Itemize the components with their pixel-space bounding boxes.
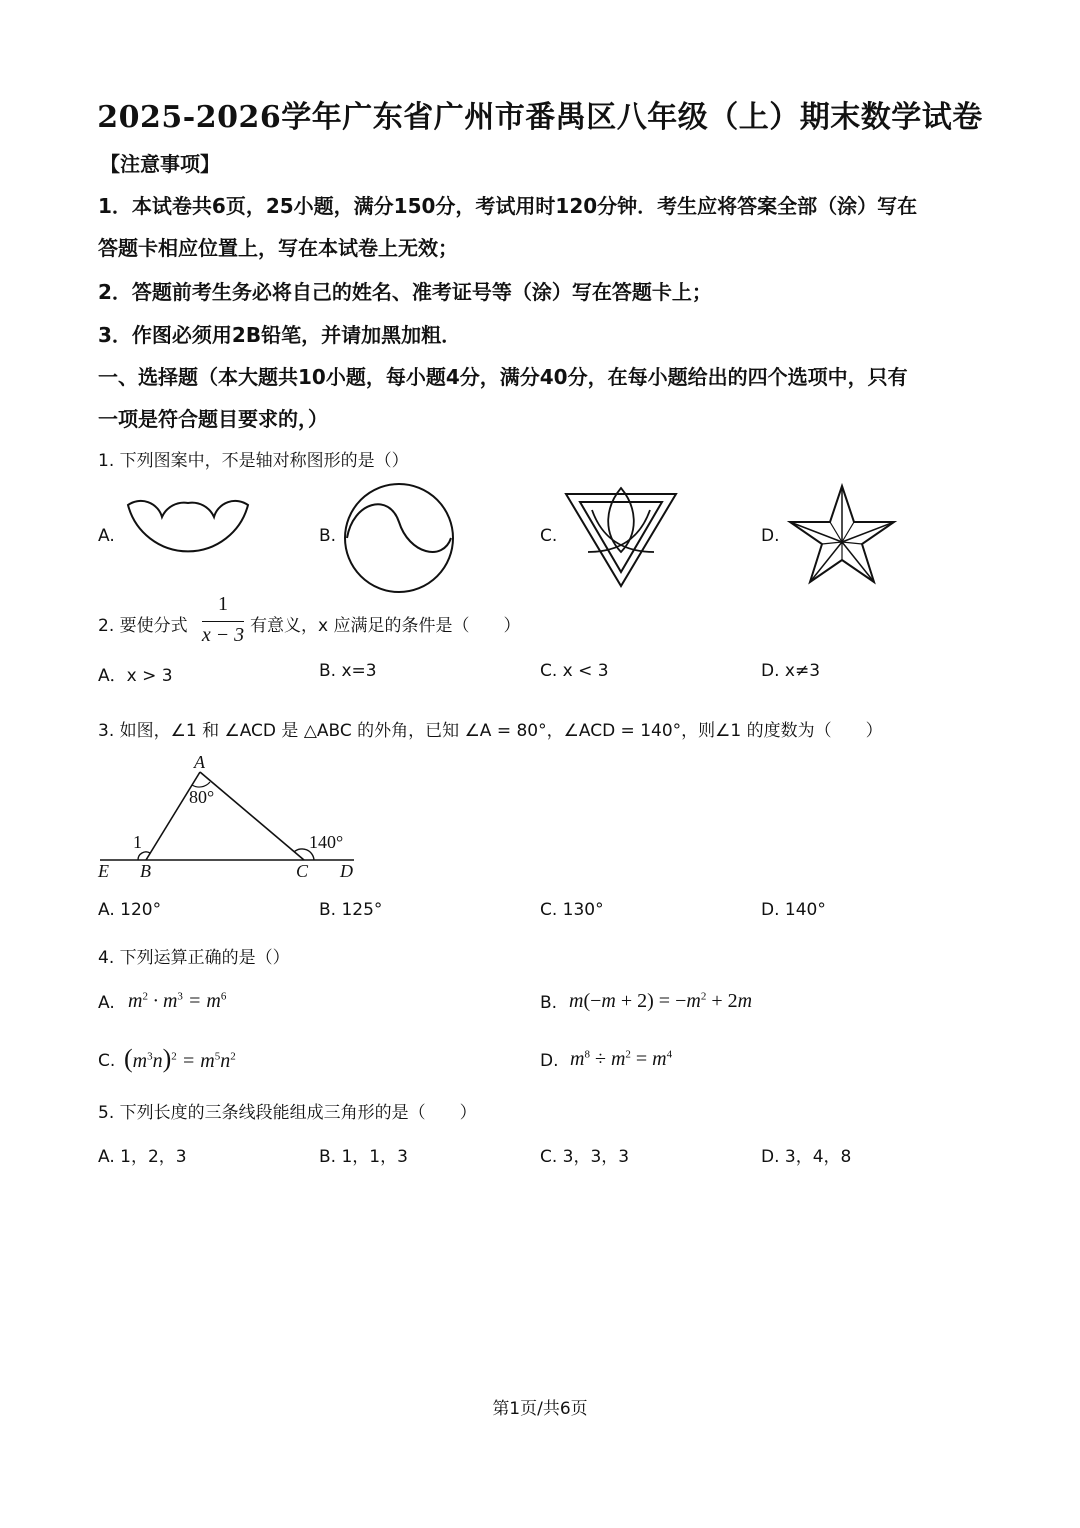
question-2-stem-after: 有意义，x 应满足的条件是（ ） [250,616,521,636]
q5-option-b: B. 1，1，3 [319,1147,408,1167]
q5-option-c: C. 3，3，3 [540,1147,630,1167]
q1-figure-b [343,482,455,594]
q3-option-b: B. 125° [319,900,383,920]
q1-figure-a [120,495,260,575]
notice-line-2: 答题卡相应位置上，写在本试卷上无效； [98,236,458,260]
q3-triangle-figure [96,752,366,882]
q1-figure-c [562,482,682,590]
q3-label-d: D [340,861,353,881]
q3-label-c: C [296,861,309,881]
question-3-stem: 3. 如图，∠1 和 ∠ACD 是 △ABC 的外角，已知 ∠A = 80°，∠ACD = 140°，则∠1 的度数为（ ） [98,721,883,741]
q5-option-d: D. 3，4，8 [761,1147,852,1167]
q3-option-c: C. 130° [540,900,604,920]
q3-option-d: D. 140° [761,900,826,920]
q2-fraction-denominator: x − 3 [201,624,245,646]
q3-label-a: A [194,752,205,772]
q4-option-a-label: A. [98,993,115,1013]
q4-option-d-expr: $m^8 \div m^2 = m^4$ [570,1048,673,1070]
question-1-stem: 1. 下列图案中，不是轴对称图形的是（） [98,451,409,471]
page-title: 2025-2026学年广东省广州市番禺区八年级（上）期末数学试卷 [97,100,983,135]
q2-fraction-numerator: 1 [218,593,228,615]
q3-option-a: A. 120° [98,900,162,920]
q1-figure-d [786,482,898,588]
section-heading-line-1: 一、选择题（本大题共10小题，每小题4分，满分40分，在每小题给出的四个选项中，只有 [98,365,908,389]
question-2-stem-before: 2. 要使分式 [98,616,188,636]
q4-option-d-label: D. [540,1051,559,1071]
q1-option-b-label: B. [319,526,337,546]
q2-option-d: D. x≠3 [761,661,821,681]
q2-option-b: B. x=3 [319,661,377,681]
q5-option-a: A. 1，2，3 [98,1147,187,1167]
notice-line-4: 3．作图必须用2B铅笔，并请加黑加粗． [98,323,462,347]
q3-label-angle-acd: 140° [309,832,344,852]
q2-option-a: A．x > 3 [98,666,173,686]
q4-option-b-label: B. [540,993,558,1013]
q3-label-angle-1: 1 [133,832,142,852]
notice-heading: 【注意事项】 [100,152,220,176]
question-5-stem: 5. 下列长度的三条线段能组成三角形的是（ ） [98,1103,477,1123]
q1-option-c-label: C. [540,526,558,546]
notice-line-3: 2．答题前考生务必将自己的姓名、准考证号等（涂）写在答题卡上； [98,280,712,304]
notice-line-1: 1．本试卷共6页，25小题，满分150分，考试用时120分钟．考生应将答案全部（涂）写在 [98,194,918,218]
page-footer: 第1页/共6页 [492,1399,588,1419]
q4-option-a-expr: $m^2 \cdot m^3 = m^6$ [128,990,227,1012]
q4-option-c-expr: $(m^3n)^2 = m^5n^2$ [124,1044,236,1073]
q1-option-a-label: A. [98,526,115,546]
question-4-stem: 4. 下列运算正确的是（） [98,948,290,968]
section-heading-line-2: 一项是符合题目要求的，） [98,407,328,431]
q2-fraction-bar [202,621,244,622]
q4-option-b-expr: $m(-m + 2) = -m^2 + 2m$ [569,990,753,1012]
q2-option-c: C. x < 3 [540,661,609,681]
q4-option-c-label: C. [98,1051,116,1071]
q3-label-e: E [98,861,109,881]
q1-option-d-label: D. [761,526,780,546]
q3-label-angle-a: 80° [189,787,215,807]
q3-label-b: B [140,861,151,881]
